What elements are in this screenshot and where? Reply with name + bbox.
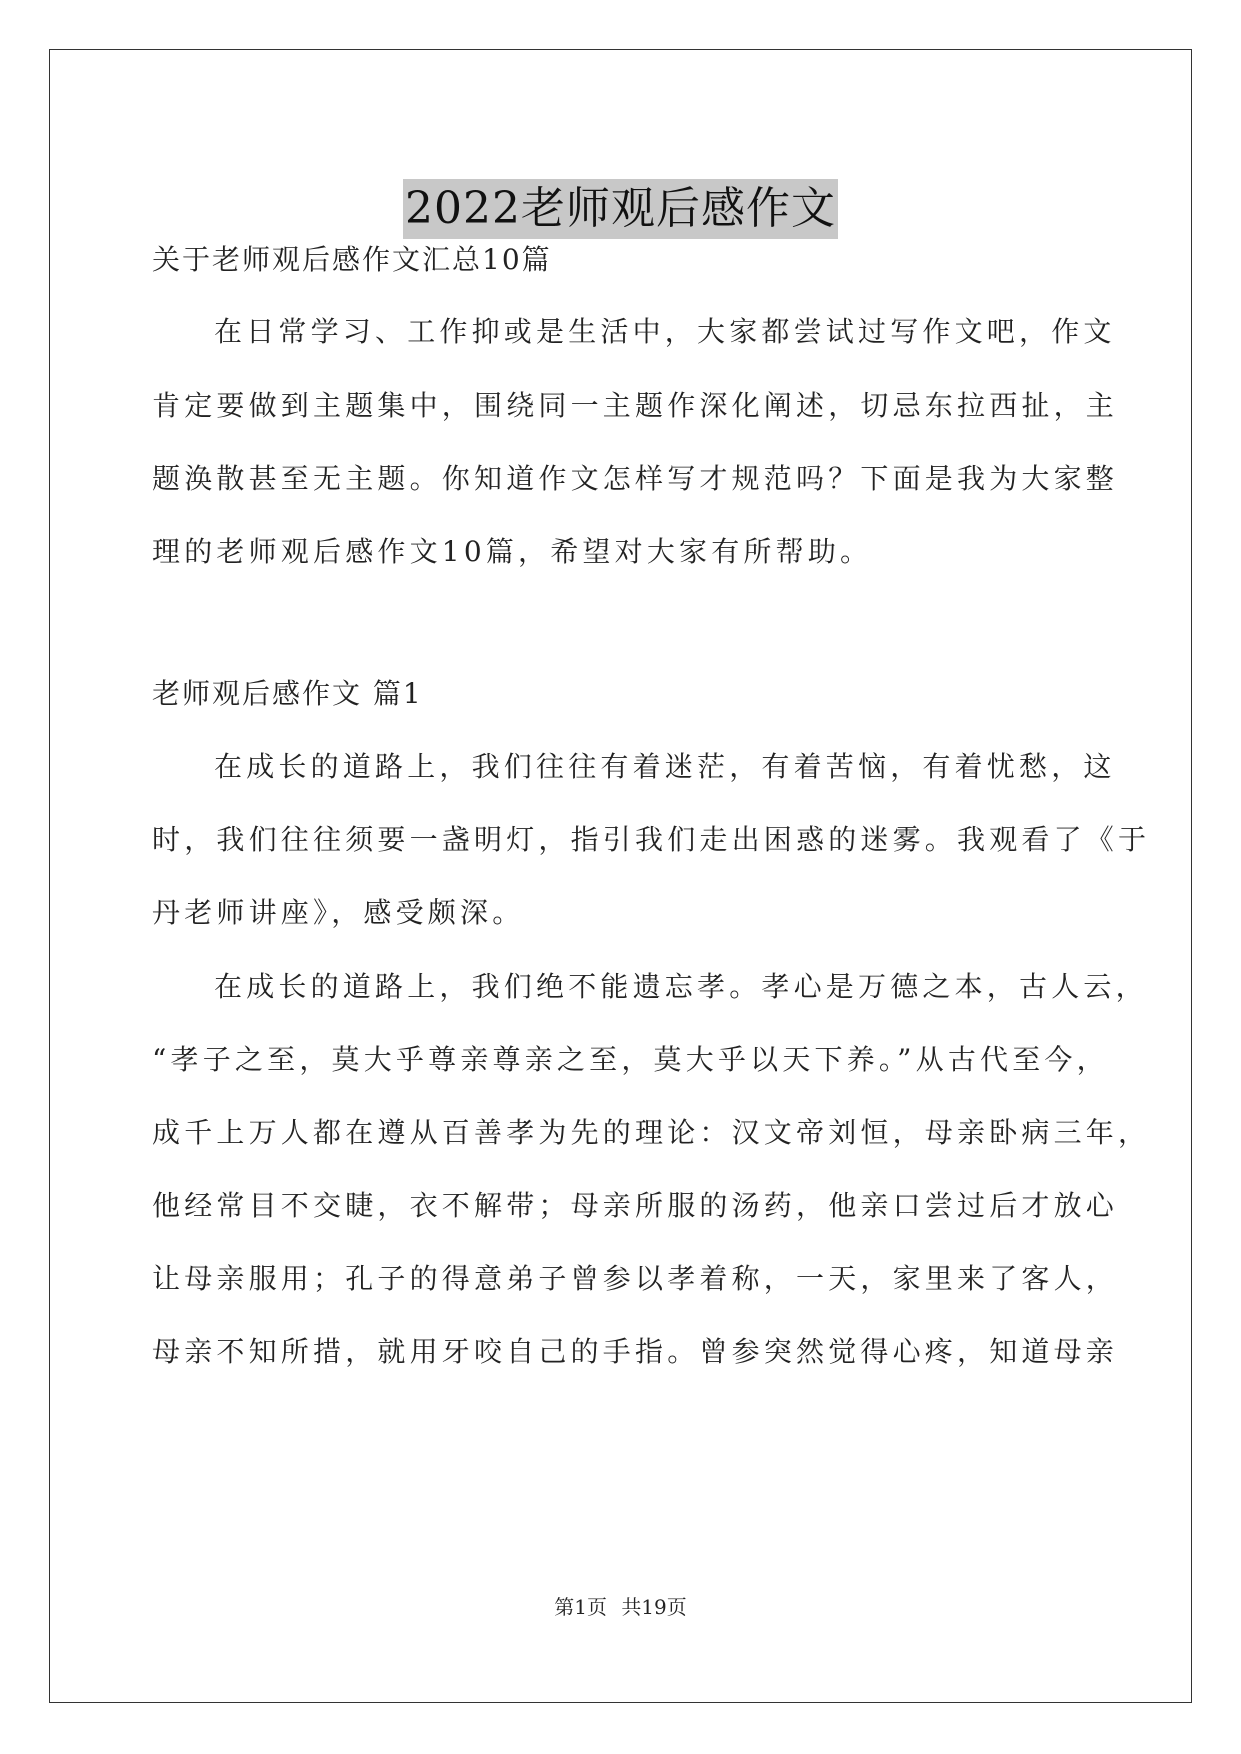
paragraph-line: “孝子之至，莫大乎尊亲尊亲之至，莫大乎以天下养。”从古代至今，: [152, 1043, 1109, 1076]
page-border: [49, 49, 1192, 1703]
intro-line: 肯定要做到主题集中，围绕同一主题作深化阐述，切忌东拉西扯，主: [152, 389, 1119, 422]
page-footer: [0, 1593, 1241, 1621]
paragraph-line: 他经常目不交睫，衣不解带；母亲所服的汤药，他亲口尝过后才放心: [152, 1189, 1119, 1222]
paragraph-line: 在成长的道路上，我们往往有着迷茫，有着苦恼，有着忧愁，这: [214, 750, 1116, 783]
paragraph-line: 时，我们往往须要一盏明灯，指引我们走出困惑的迷雾。我观看了《于: [152, 823, 1151, 856]
total-pages: 共19页: [621, 1595, 687, 1619]
page-number: 第1页: [554, 1595, 607, 1619]
paragraph-line: 母亲不知所措，就用牙咬自己的手指。曾参突然觉得心疼，知道母亲: [152, 1335, 1119, 1368]
intro-line: 在日常学习、工作抑或是生活中，大家都尝试过写作文吧，作文: [214, 315, 1116, 348]
intro-line: 理的老师观后感作文10篇，希望对大家有所帮助。: [152, 535, 873, 568]
section-heading: 老师观后感作文 篇1: [152, 677, 423, 710]
document-subtitle: 关于老师观后感作文汇总10篇: [152, 243, 552, 276]
document-title: 2022老师观后感作文: [403, 179, 838, 239]
intro-line: 题涣散甚至无主题。你知道作文怎样写才规范吗？下面是我为大家整: [152, 462, 1119, 495]
paragraph-line: 让母亲服用；孔子的得意弟子曾参以孝着称，一天，家里来了客人，: [152, 1262, 1119, 1295]
paragraph-line: 在成长的道路上，我们绝不能遗忘孝。孝心是万德之本，古人云，: [214, 970, 1148, 1003]
paragraph-line: 丹老师讲座》，感受颇深。: [152, 896, 525, 929]
paragraph-line: 成千上万人都在遵从百善孝为先的理论：汉文帝刘恒，母亲卧病三年，: [152, 1116, 1151, 1149]
